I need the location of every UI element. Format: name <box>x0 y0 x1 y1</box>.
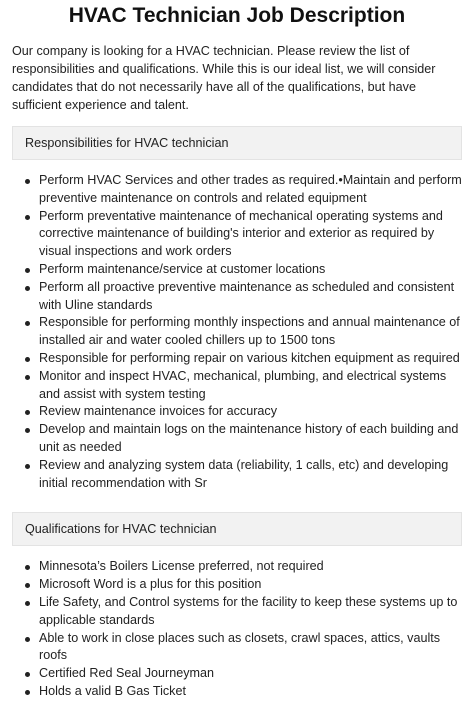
responsibilities-header-label: Responsibilities for HVAC technician <box>25 136 229 150</box>
qualification-item: Certified Red Seal Journeyman <box>12 665 462 683</box>
responsibility-item: Responsible for performing monthly inspections and annual maintenance of installed air and water cooled chillers up to 1500 tons <box>12 314 462 350</box>
responsibility-item: Review maintenance invoices for accuracy <box>12 403 462 421</box>
qualification-item: Minnesota’s Boilers License preferred, not required <box>12 558 462 576</box>
responsibility-item: Perform maintenance/service at customer locations <box>12 261 462 279</box>
qualifications-header <box>12 512 462 546</box>
qualification-item: Able to work in close places such as closets, crawl spaces, attics, vaults roofs <box>12 630 462 666</box>
responsibility-item: Review and analyzing system data (reliability, 1 calls, etc) and developing initial recommendation with Sr <box>12 457 462 493</box>
responsibility-item: Develop and maintain logs on the maintenance history of each building and unit as needed <box>12 421 462 457</box>
responsibilities-header <box>12 126 462 160</box>
qualification-item: Microsoft Word is a plus for this position <box>12 576 462 594</box>
qualification-item: Holds a valid B Gas Ticket <box>12 683 462 701</box>
qualifications-header-label: Qualifications for HVAC technician <box>25 522 217 537</box>
intro-paragraph: Our company is looking for a HVAC technician. Please review the list of responsibilities and qualifications. While this is our ideal list, we will consider candidates that do not necessarily have all of the qualifications, but have sufficient experience and talent. <box>12 44 436 112</box>
responsibility-item: Perform all proactive preventive maintenance as scheduled and consistent with Uline standards <box>12 279 462 315</box>
page-title: HVAC Technician Job Description <box>68 4 406 27</box>
qualifications-list <box>12 558 462 700</box>
responsibility-item: Responsible for performing repair on various kitchen equipment as required <box>12 350 462 368</box>
responsibilities-list <box>12 172 462 492</box>
responsibility-item: Perform HVAC Services and other trades as required.•Maintain and perform preventive maintenance on controls and related equipment <box>12 172 462 208</box>
responsibility-item: Monitor and inspect HVAC, mechanical, plumbing, and electrical systems and assist with system testing <box>12 368 462 404</box>
responsibility-item: Perform preventative maintenance of mechanical operating systems and corrective maintenance of building's interior and exterior as required by visual inspections and work orders <box>12 208 462 261</box>
qualification-item: Life Safety, and Control systems for the facility to keep these systems up to applicable standards <box>12 594 462 630</box>
